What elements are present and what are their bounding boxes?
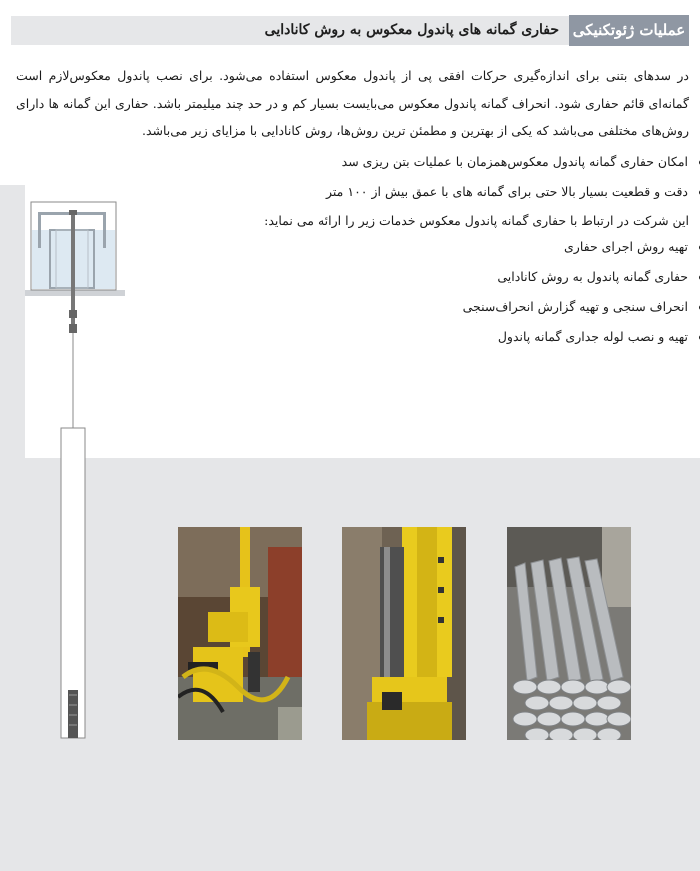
drill-rod-closeup-photo [342, 527, 466, 740]
section-tab: عملیات ژئوتکنیکی [569, 15, 689, 46]
list-item: انحراف سنجی و تهیه گزارش انحراف‌سنجی [260, 292, 688, 322]
intro-paragraph: در سدهای بتنی برای اندازه‌گیری حرکات افقی پی از پاندول معکوس استفاده می‌شود. برای نصب پاندول معکوس‌لازم است گمانه‌ای قائم حفاری شود. انحراف گمانه پاندول معکوس می‌بایست بسیار کم و در حد چند میلیمتر باشد. حفاری این گمانه ها دارای روش‌های مختلفی می‌باشد که یکی از بهترین و مطمئن ترین روش‌ها، روش کانادایی با مزایای زیر می‌باشد. [16, 68, 689, 138]
list-item: تهیه و نصب لوله جداری گمانه پاندول [260, 322, 688, 352]
list-item: دقت و قطعیت بسیار بالا حتی برای گمانه های با عمق بیش از ۱۰۰ متر [260, 177, 688, 207]
services-intro: این شرکت در ارتباط با حفاری گمانه پاندول معکوس خدمات زیر را ارائه می نماید: [264, 213, 689, 228]
advantages-list [260, 147, 700, 207]
page-title: حفاری گمانه های پاندول معکوس به روش کانادایی [264, 22, 559, 38]
list-item: حفاری گمانه پاندول به روش کانادایی [260, 262, 688, 292]
drilling-rig-photo [178, 527, 302, 740]
pendulum-borehole-diagram [25, 200, 135, 740]
decorative-side-strip [0, 185, 25, 458]
casing-pipes-photo [507, 527, 631, 740]
list-item: امکان حفاری گمانه پاندول معکوس‌همزمان با عملیات بتن ریزی سد [260, 147, 688, 177]
list-item: تهیه روش اجرای حفاری [260, 232, 688, 262]
services-list [260, 232, 700, 352]
